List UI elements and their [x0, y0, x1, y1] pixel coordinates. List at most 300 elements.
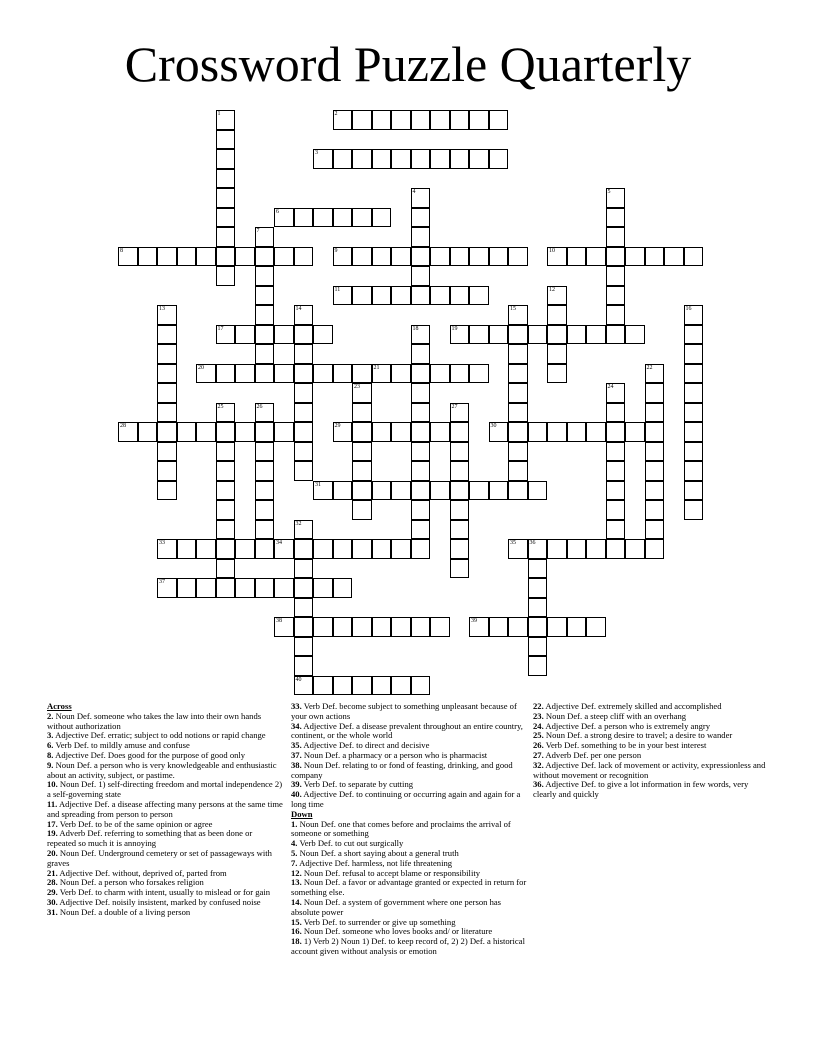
grid-cell[interactable]	[508, 422, 528, 442]
grid-cell[interactable]	[450, 442, 470, 462]
grid-cell[interactable]	[528, 481, 548, 501]
grid-cell[interactable]	[294, 422, 314, 442]
grid-cell[interactable]	[684, 403, 704, 423]
grid-cell[interactable]	[294, 325, 314, 345]
grid-cell[interactable]	[216, 422, 236, 442]
grid-cell[interactable]	[157, 305, 177, 325]
grid-cell[interactable]	[352, 149, 372, 169]
grid-cell[interactable]	[684, 422, 704, 442]
grid-cell[interactable]	[294, 461, 314, 481]
grid-cell[interactable]	[157, 442, 177, 462]
grid-cell[interactable]	[567, 247, 587, 267]
grid-cell[interactable]	[333, 617, 353, 637]
grid-cell[interactable]	[294, 559, 314, 579]
grid-cell[interactable]	[586, 325, 606, 345]
grid-cell[interactable]	[333, 286, 353, 306]
grid-cell[interactable]	[333, 149, 353, 169]
grid-cell[interactable]	[294, 305, 314, 325]
grid-cell[interactable]	[294, 520, 314, 540]
grid-cell[interactable]	[255, 247, 275, 267]
grid-cell[interactable]	[352, 364, 372, 384]
grid-cell[interactable]	[606, 266, 626, 286]
grid-cell[interactable]	[411, 344, 431, 364]
grid-cell[interactable]	[235, 578, 255, 598]
grid-cell[interactable]	[684, 461, 704, 481]
grid-cell[interactable]	[313, 539, 333, 559]
grid-cell[interactable]	[411, 266, 431, 286]
grid-cell[interactable]	[372, 110, 392, 130]
grid-cell[interactable]	[489, 481, 509, 501]
grid-cell[interactable]	[255, 422, 275, 442]
grid-cell[interactable]	[645, 539, 665, 559]
grid-cell[interactable]	[333, 481, 353, 501]
grid-cell[interactable]	[411, 539, 431, 559]
grid-cell[interactable]	[255, 481, 275, 501]
grid-cell[interactable]	[450, 520, 470, 540]
grid-cell[interactable]	[411, 188, 431, 208]
grid-cell[interactable]	[294, 403, 314, 423]
grid-cell[interactable]	[255, 578, 275, 598]
grid-cell[interactable]	[469, 110, 489, 130]
grid-cell[interactable]	[255, 364, 275, 384]
grid-cell[interactable]	[606, 208, 626, 228]
grid-cell[interactable]	[372, 481, 392, 501]
grid-cell[interactable]	[508, 344, 528, 364]
grid-cell[interactable]	[294, 578, 314, 598]
grid-cell[interactable]	[391, 422, 411, 442]
grid-cell[interactable]	[333, 578, 353, 598]
grid-cell[interactable]	[645, 364, 665, 384]
grid-cell[interactable]	[508, 305, 528, 325]
grid-cell[interactable]	[352, 208, 372, 228]
grid-cell[interactable]	[235, 422, 255, 442]
grid-cell[interactable]	[489, 325, 509, 345]
grid-cell[interactable]	[489, 110, 509, 130]
grid-cell[interactable]	[625, 325, 645, 345]
grid-cell[interactable]	[391, 247, 411, 267]
grid-cell[interactable]	[274, 208, 294, 228]
grid-cell[interactable]	[157, 403, 177, 423]
grid-cell[interactable]	[508, 539, 528, 559]
grid-cell[interactable]	[508, 325, 528, 345]
grid-cell[interactable]	[606, 539, 626, 559]
grid-cell[interactable]	[352, 676, 372, 696]
grid-cell[interactable]	[684, 481, 704, 501]
grid-cell[interactable]	[391, 149, 411, 169]
grid-cell[interactable]	[606, 286, 626, 306]
grid-cell[interactable]	[255, 403, 275, 423]
grid-cell[interactable]	[411, 617, 431, 637]
grid-cell[interactable]	[625, 247, 645, 267]
grid-cell[interactable]	[645, 481, 665, 501]
grid-cell[interactable]	[450, 247, 470, 267]
grid-cell[interactable]	[255, 227, 275, 247]
grid-cell[interactable]	[645, 383, 665, 403]
grid-cell[interactable]	[391, 481, 411, 501]
grid-cell[interactable]	[469, 617, 489, 637]
grid-cell[interactable]	[450, 403, 470, 423]
grid-cell[interactable]	[430, 247, 450, 267]
grid-cell[interactable]	[645, 247, 665, 267]
grid-cell[interactable]	[508, 383, 528, 403]
grid-cell[interactable]	[430, 110, 450, 130]
grid-cell[interactable]	[411, 481, 431, 501]
grid-cell[interactable]	[606, 403, 626, 423]
grid-cell[interactable]	[645, 500, 665, 520]
grid-cell[interactable]	[313, 578, 333, 598]
grid-cell[interactable]	[450, 364, 470, 384]
grid-cell[interactable]	[294, 442, 314, 462]
grid-cell[interactable]	[372, 286, 392, 306]
grid-cell[interactable]	[567, 422, 587, 442]
grid-cell[interactable]	[352, 539, 372, 559]
grid-cell[interactable]	[528, 325, 548, 345]
grid-cell[interactable]	[294, 676, 314, 696]
grid-cell[interactable]	[567, 617, 587, 637]
grid-cell[interactable]	[255, 539, 275, 559]
grid-cell[interactable]	[450, 559, 470, 579]
grid-cell[interactable]	[508, 364, 528, 384]
grid-cell[interactable]	[450, 500, 470, 520]
grid-cell[interactable]	[411, 442, 431, 462]
grid-cell[interactable]	[138, 422, 158, 442]
grid-cell[interactable]	[625, 539, 645, 559]
grid-cell[interactable]	[547, 422, 567, 442]
grid-cell[interactable]	[177, 578, 197, 598]
grid-cell[interactable]	[528, 637, 548, 657]
grid-cell[interactable]	[469, 247, 489, 267]
grid-cell[interactable]	[313, 481, 333, 501]
grid-cell[interactable]	[430, 364, 450, 384]
grid-cell[interactable]	[255, 344, 275, 364]
grid-cell[interactable]	[216, 208, 236, 228]
grid-cell[interactable]	[294, 539, 314, 559]
grid-cell[interactable]	[391, 676, 411, 696]
grid-cell[interactable]	[430, 617, 450, 637]
grid-cell[interactable]	[352, 286, 372, 306]
grid-cell[interactable]	[411, 247, 431, 267]
grid-cell[interactable]	[157, 578, 177, 598]
grid-cell[interactable]	[372, 247, 392, 267]
grid-cell[interactable]	[684, 364, 704, 384]
grid-cell[interactable]	[489, 247, 509, 267]
grid-cell[interactable]	[606, 461, 626, 481]
grid-cell[interactable]	[528, 539, 548, 559]
grid-cell[interactable]	[469, 481, 489, 501]
grid-cell[interactable]	[333, 208, 353, 228]
grid-cell[interactable]	[255, 500, 275, 520]
grid-cell[interactable]	[606, 325, 626, 345]
grid-cell[interactable]	[196, 364, 216, 384]
grid-cell[interactable]	[664, 247, 684, 267]
grid-cell[interactable]	[196, 422, 216, 442]
grid-cell[interactable]	[255, 520, 275, 540]
grid-cell[interactable]	[567, 325, 587, 345]
grid-cell[interactable]	[177, 422, 197, 442]
grid-cell[interactable]	[333, 247, 353, 267]
grid-cell[interactable]	[411, 325, 431, 345]
grid-cell[interactable]	[313, 617, 333, 637]
grid-cell[interactable]	[313, 325, 333, 345]
grid-cell[interactable]	[489, 617, 509, 637]
grid-cell[interactable]	[411, 403, 431, 423]
grid-cell[interactable]	[450, 481, 470, 501]
grid-cell[interactable]	[450, 539, 470, 559]
grid-cell[interactable]	[586, 422, 606, 442]
grid-cell[interactable]	[216, 149, 236, 169]
grid-cell[interactable]	[411, 461, 431, 481]
grid-cell[interactable]	[508, 617, 528, 637]
grid-cell[interactable]	[216, 442, 236, 462]
grid-cell[interactable]	[216, 227, 236, 247]
grid-cell[interactable]	[216, 188, 236, 208]
grid-cell[interactable]	[450, 422, 470, 442]
grid-cell[interactable]	[606, 520, 626, 540]
grid-cell[interactable]	[294, 598, 314, 618]
grid-cell[interactable]	[606, 188, 626, 208]
grid-cell[interactable]	[372, 676, 392, 696]
grid-cell[interactable]	[567, 539, 587, 559]
grid-cell[interactable]	[489, 149, 509, 169]
grid-cell[interactable]	[645, 442, 665, 462]
grid-cell[interactable]	[294, 617, 314, 637]
grid-cell[interactable]	[430, 286, 450, 306]
grid-cell[interactable]	[255, 325, 275, 345]
grid-cell[interactable]	[645, 461, 665, 481]
grid-cell[interactable]	[547, 286, 567, 306]
grid-cell[interactable]	[294, 364, 314, 384]
grid-cell[interactable]	[274, 578, 294, 598]
grid-cell[interactable]	[430, 481, 450, 501]
grid-cell[interactable]	[508, 461, 528, 481]
grid-cell[interactable]	[684, 305, 704, 325]
grid-cell[interactable]	[216, 266, 236, 286]
grid-cell[interactable]	[547, 617, 567, 637]
grid-cell[interactable]	[411, 500, 431, 520]
grid-cell[interactable]	[391, 617, 411, 637]
grid-cell[interactable]	[586, 539, 606, 559]
grid-cell[interactable]	[528, 559, 548, 579]
grid-cell[interactable]	[547, 305, 567, 325]
grid-cell[interactable]	[352, 481, 372, 501]
grid-cell[interactable]	[489, 422, 509, 442]
grid-cell[interactable]	[528, 578, 548, 598]
grid-cell[interactable]	[508, 442, 528, 462]
grid-cell[interactable]	[547, 344, 567, 364]
grid-cell[interactable]	[157, 422, 177, 442]
grid-cell[interactable]	[586, 247, 606, 267]
grid-cell[interactable]	[684, 344, 704, 364]
grid-cell[interactable]	[391, 286, 411, 306]
grid-cell[interactable]	[333, 539, 353, 559]
grid-cell[interactable]	[294, 383, 314, 403]
grid-cell[interactable]	[196, 247, 216, 267]
grid-cell[interactable]	[196, 539, 216, 559]
grid-cell[interactable]	[547, 539, 567, 559]
grid-cell[interactable]	[372, 539, 392, 559]
grid-cell[interactable]	[411, 520, 431, 540]
grid-cell[interactable]	[157, 325, 177, 345]
grid-cell[interactable]	[216, 364, 236, 384]
grid-cell[interactable]	[625, 422, 645, 442]
grid-cell[interactable]	[352, 461, 372, 481]
grid-cell[interactable]	[157, 539, 177, 559]
grid-cell[interactable]	[547, 325, 567, 345]
grid-cell[interactable]	[313, 149, 333, 169]
grid-cell[interactable]	[216, 461, 236, 481]
grid-cell[interactable]	[333, 110, 353, 130]
grid-cell[interactable]	[216, 559, 236, 579]
grid-cell[interactable]	[372, 208, 392, 228]
grid-cell[interactable]	[372, 364, 392, 384]
grid-cell[interactable]	[294, 247, 314, 267]
grid-cell[interactable]	[606, 500, 626, 520]
grid-cell[interactable]	[157, 383, 177, 403]
grid-cell[interactable]	[450, 286, 470, 306]
grid-cell[interactable]	[352, 247, 372, 267]
grid-cell[interactable]	[157, 481, 177, 501]
grid-cell[interactable]	[547, 247, 567, 267]
grid-cell[interactable]	[645, 520, 665, 540]
grid-cell[interactable]	[352, 500, 372, 520]
grid-cell[interactable]	[547, 364, 567, 384]
grid-cell[interactable]	[294, 656, 314, 676]
grid-cell[interactable]	[469, 149, 489, 169]
grid-cell[interactable]	[684, 442, 704, 462]
grid-cell[interactable]	[138, 247, 158, 267]
grid-cell[interactable]	[235, 325, 255, 345]
grid-cell[interactable]	[684, 383, 704, 403]
grid-cell[interactable]	[216, 169, 236, 189]
grid-cell[interactable]	[274, 364, 294, 384]
grid-cell[interactable]	[606, 442, 626, 462]
grid-cell[interactable]	[235, 539, 255, 559]
grid-cell[interactable]	[216, 403, 236, 423]
grid-cell[interactable]	[313, 208, 333, 228]
grid-cell[interactable]	[411, 208, 431, 228]
grid-cell[interactable]	[411, 383, 431, 403]
grid-cell[interactable]	[391, 110, 411, 130]
grid-cell[interactable]	[411, 149, 431, 169]
grid-cell[interactable]	[411, 227, 431, 247]
grid-cell[interactable]	[606, 481, 626, 501]
grid-cell[interactable]	[450, 110, 470, 130]
grid-cell[interactable]	[528, 422, 548, 442]
grid-cell[interactable]	[118, 247, 138, 267]
grid-cell[interactable]	[606, 422, 626, 442]
grid-cell[interactable]	[216, 539, 236, 559]
grid-cell[interactable]	[157, 247, 177, 267]
grid-cell[interactable]	[255, 461, 275, 481]
grid-cell[interactable]	[196, 578, 216, 598]
grid-cell[interactable]	[333, 676, 353, 696]
grid-cell[interactable]	[216, 500, 236, 520]
grid-cell[interactable]	[255, 442, 275, 462]
grid-cell[interactable]	[352, 442, 372, 462]
grid-cell[interactable]	[586, 617, 606, 637]
grid-cell[interactable]	[216, 110, 236, 130]
grid-cell[interactable]	[606, 247, 626, 267]
grid-cell[interactable]	[508, 247, 528, 267]
grid-cell[interactable]	[313, 676, 333, 696]
grid-cell[interactable]	[274, 325, 294, 345]
grid-cell[interactable]	[216, 481, 236, 501]
grid-cell[interactable]	[352, 110, 372, 130]
grid-cell[interactable]	[684, 247, 704, 267]
grid-cell[interactable]	[118, 422, 138, 442]
grid-cell[interactable]	[469, 286, 489, 306]
grid-cell[interactable]	[333, 422, 353, 442]
grid-cell[interactable]	[450, 325, 470, 345]
grid-cell[interactable]	[528, 656, 548, 676]
grid-cell[interactable]	[157, 461, 177, 481]
grid-cell[interactable]	[177, 247, 197, 267]
grid-cell[interactable]	[235, 247, 255, 267]
grid-cell[interactable]	[391, 364, 411, 384]
grid-cell[interactable]	[469, 364, 489, 384]
grid-cell[interactable]	[313, 364, 333, 384]
grid-cell[interactable]	[372, 422, 392, 442]
grid-cell[interactable]	[469, 325, 489, 345]
grid-cell[interactable]	[411, 676, 431, 696]
grid-cell[interactable]	[216, 247, 236, 267]
grid-cell[interactable]	[508, 403, 528, 423]
grid-cell[interactable]	[430, 422, 450, 442]
grid-cell[interactable]	[411, 110, 431, 130]
grid-cell[interactable]	[450, 149, 470, 169]
grid-cell[interactable]	[216, 130, 236, 150]
grid-cell[interactable]	[645, 422, 665, 442]
grid-cell[interactable]	[274, 617, 294, 637]
grid-cell[interactable]	[606, 227, 626, 247]
grid-cell[interactable]	[294, 637, 314, 657]
grid-cell[interactable]	[157, 344, 177, 364]
grid-cell[interactable]	[294, 208, 314, 228]
grid-cell[interactable]	[411, 286, 431, 306]
grid-cell[interactable]	[450, 461, 470, 481]
grid-cell[interactable]	[255, 266, 275, 286]
grid-cell[interactable]	[255, 305, 275, 325]
grid-cell[interactable]	[216, 578, 236, 598]
grid-cell[interactable]	[508, 481, 528, 501]
grid-cell[interactable]	[274, 422, 294, 442]
grid-cell[interactable]	[235, 364, 255, 384]
grid-cell[interactable]	[352, 617, 372, 637]
grid-cell[interactable]	[255, 286, 275, 306]
grid-cell[interactable]	[294, 344, 314, 364]
grid-cell[interactable]	[391, 539, 411, 559]
grid-cell[interactable]	[411, 422, 431, 442]
grid-cell[interactable]	[352, 422, 372, 442]
grid-cell[interactable]	[684, 325, 704, 345]
grid-cell[interactable]	[157, 364, 177, 384]
grid-cell[interactable]	[177, 539, 197, 559]
grid-cell[interactable]	[372, 617, 392, 637]
grid-cell[interactable]	[684, 500, 704, 520]
grid-cell[interactable]	[274, 247, 294, 267]
grid-cell[interactable]	[333, 364, 353, 384]
grid-cell[interactable]	[352, 403, 372, 423]
grid-cell[interactable]	[430, 149, 450, 169]
grid-cell[interactable]	[606, 305, 626, 325]
grid-cell[interactable]	[645, 403, 665, 423]
grid-cell[interactable]	[352, 383, 372, 403]
grid-cell[interactable]	[216, 325, 236, 345]
grid-cell[interactable]	[528, 598, 548, 618]
grid-cell[interactable]	[274, 539, 294, 559]
grid-cell[interactable]	[606, 383, 626, 403]
grid-cell[interactable]	[411, 364, 431, 384]
